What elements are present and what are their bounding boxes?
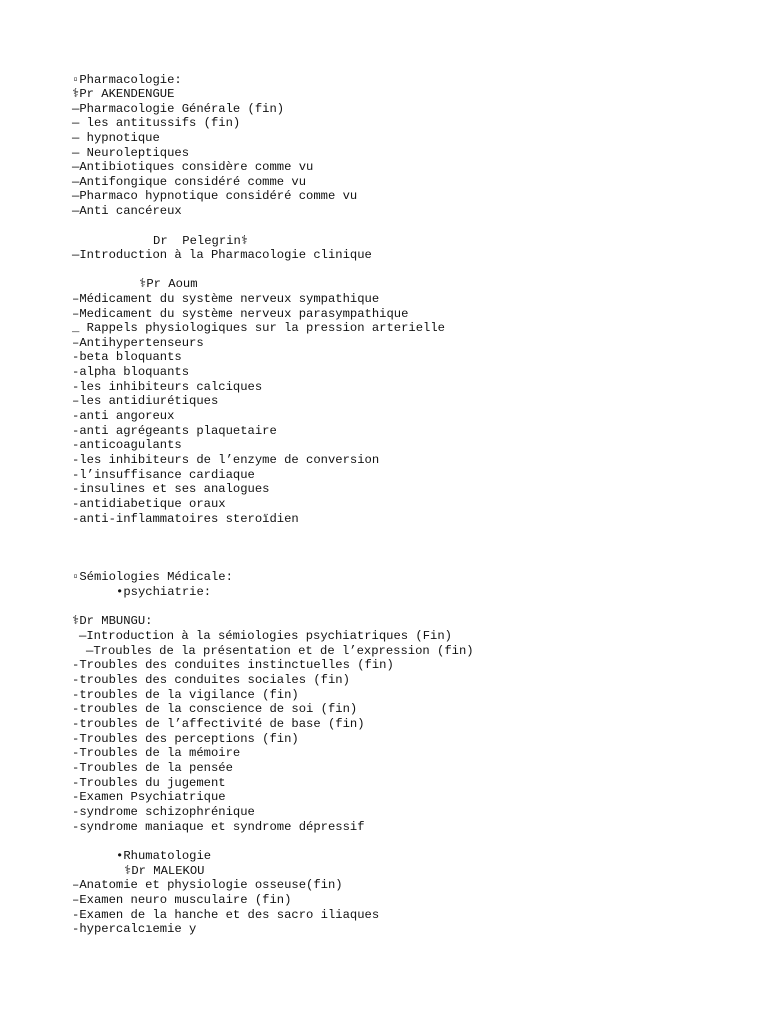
text-line: —Pharmacologie Générale (fin)	[72, 102, 285, 116]
text-line: -anticoagulants	[72, 438, 182, 452]
professor-line: ⚕Dr MALEKOU	[124, 864, 205, 878]
text-line: -troubles de la conscience de soi (fin)	[72, 702, 358, 716]
section-heading-semiologies: ▫Sémiologies Médicale:	[72, 570, 233, 584]
professor-line: ⚕Pr Aoum	[139, 277, 198, 291]
text-line: — hypnotique	[72, 131, 160, 145]
text-line: _ Rappels physiologiques sur la pression arterielle	[72, 321, 445, 335]
text-line: —Introduction à la sémiologies psychiatriques (Fin)	[79, 629, 452, 643]
text-line: –Medicament du système nerveux parasympathique	[72, 307, 409, 321]
professor-line: ⚕Pr AKENDENGUE	[72, 87, 175, 101]
text-line: -troubles de l’affectivité de base (fin)	[72, 717, 365, 731]
text-line: -antidiabetique oraux	[72, 497, 226, 511]
text-line: —Introduction à la Pharmacologie clinique	[72, 248, 372, 262]
text-line: -troubles de la vigilance (fin)	[72, 688, 299, 702]
text-line: -Examen Psychiatrique	[72, 790, 226, 804]
text-line: -troubles des conduites sociales (fin)	[72, 673, 350, 687]
text-line: -syndrome schizophrénique	[72, 805, 255, 819]
text-line: —Pharmaco hypnotique considéré comme vu	[72, 189, 358, 203]
text-line: -insulines et ses analogues	[72, 482, 270, 496]
text-line: –Anatomie et physiologie osseuse(fin)	[72, 878, 343, 892]
text-line: -les inhibiteurs calciques	[72, 380, 263, 394]
subsection-heading: •psychiatrie:	[116, 585, 212, 599]
text-line: -anti angoreux	[72, 409, 175, 423]
text-line: —Antifongique considéré comme vu	[72, 175, 307, 189]
text-line: –Antihypertenseurs	[72, 336, 204, 350]
text-line: –Examen neuro musculaire (fin)	[72, 893, 292, 907]
text-line: —Anti cancéreux	[72, 204, 182, 218]
text-line: –Médicament du système nerveux sympathique	[72, 292, 380, 306]
text-line: —Troubles de la présentation et de l’expression (fin)	[86, 644, 474, 658]
text-line: -beta bloquants	[72, 350, 182, 364]
text-line: -anti-inflammatoires steroïdien	[72, 512, 299, 526]
text-line: -Troubles de la mémoire	[72, 746, 241, 760]
professor-line: Dr Pelegrin⚕	[153, 234, 249, 248]
text-line: -hypercalcıemie y	[72, 922, 197, 936]
text-line: — les antitussifs (fin)	[72, 116, 241, 130]
text-line: -les inhibiteurs de l’enzyme de conversion	[72, 453, 380, 467]
text-line: –les antidiurétiques	[72, 394, 219, 408]
text-line: -Troubles des perceptions (fin)	[72, 732, 299, 746]
subsection-heading: •Rhumatologie	[116, 849, 212, 863]
text-line: -Examen de la hanche et des sacro iliaques	[72, 908, 380, 922]
section-heading-pharmacologie: ▫Pharmacologie:	[72, 73, 182, 87]
text-line: -alpha bloquants	[72, 365, 190, 379]
text-line: -Troubles du jugement	[72, 776, 226, 790]
text-line: -l’insuffisance cardiaque	[72, 468, 255, 482]
professor-line: ⚕Dr MBUNGU:	[72, 614, 153, 628]
text-line: —Antibiotiques considère comme vu	[72, 160, 314, 174]
text-line: -syndrome maniaque et syndrome dépressif	[72, 820, 365, 834]
text-line: -anti agrégeants plaquetaire	[72, 424, 277, 438]
text-line: -Troubles des conduites instinctuelles (fin)	[72, 658, 394, 672]
text-line: — Neuroleptiques	[72, 146, 190, 160]
text-line: -Troubles de la pensée	[72, 761, 233, 775]
